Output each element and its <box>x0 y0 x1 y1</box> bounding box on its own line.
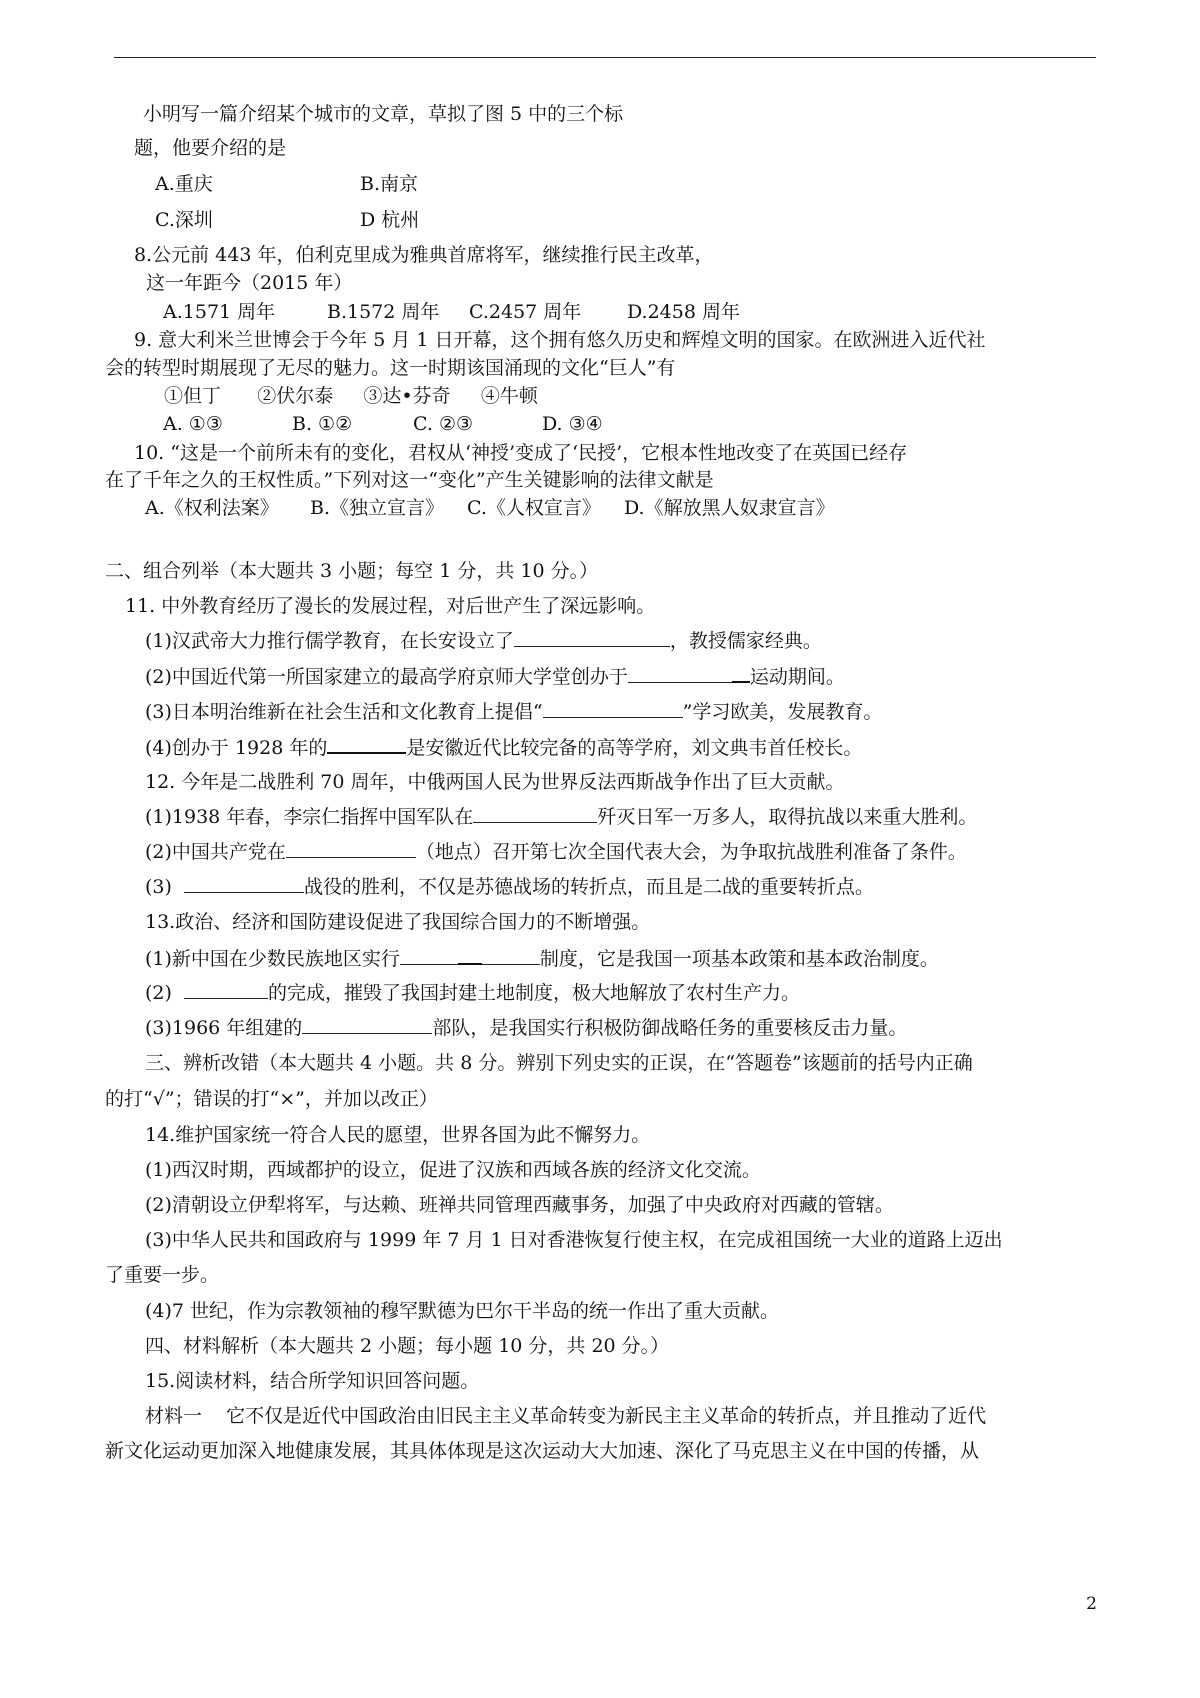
q11-item2 <box>145 663 845 689</box>
q10-stem-line2: 在了千年之久的王权性质。”下列对这一“变化”产生关键影响的法律文献是 <box>105 469 714 491</box>
q14-stem: 14.维护国家统一符合人民的愿望，世界各国为此不懈努力。 <box>145 1124 651 1146</box>
q13-item3-text-b: 部队，是我国实行积极防御战略任务的重要核反击力量。 <box>432 1017 908 1039</box>
q12-item1-text-b: 歼灭日军一万多人，取得抗战以来重大胜利。 <box>597 806 978 828</box>
q11-item2-text-b: 运动期间。 <box>749 666 845 688</box>
q15-stem: 15.阅读材料，结合所学知识回答问题。 <box>145 1370 480 1392</box>
q12-item3-text-b: 战役的胜利，不仅是苏德战场的转折点，而且是二战的重要转折点。 <box>304 876 875 898</box>
q11-item4 <box>145 734 862 760</box>
q13-stem: 13.政治、经济和国防建设促进了我国综合国力的不断增强。 <box>145 911 651 933</box>
q7-option-b: B.南京 <box>360 173 419 195</box>
q13-item1-text-b: 制度，它是我国一项基本政策和基本政治制度。 <box>539 948 939 970</box>
q11-item4-blank[interactable] <box>327 734 406 754</box>
q12-item3-blank[interactable] <box>184 874 304 893</box>
q13-item2 <box>145 980 800 1006</box>
page-number: 2 <box>1086 1594 1097 1614</box>
material-1-line1: 材料一 它不仅是近代中国政治由旧民主主义革命转变为新民主主义革命的转折点，并且推动了近代 <box>145 1405 987 1427</box>
section3-heading-line1: 三、辨析改错（本大题共 4 小题。共 8 分。辨别下列史实的正误，在“答题卷”该题前的括号内正确 <box>145 1052 973 1074</box>
q8-option-c: C.2457 周年 <box>469 301 582 323</box>
q14-item1: (1)西汉时期，西域都护的设立，促进了汉族和西域各族的经济文化交流。 <box>145 1159 761 1181</box>
q9-option-d: D. ③④ <box>542 413 603 435</box>
q13-item3 <box>145 1015 907 1041</box>
q12-item1-blank[interactable] <box>473 804 597 823</box>
q13-item2-text-b: 的完成，摧毁了我国封建土地制度，极大地解放了农村生产力。 <box>268 982 801 1004</box>
q11-item3 <box>145 699 882 725</box>
section2-heading: 二、组合列举（本大题共 3 小题；每空 1 分，共 10 分。） <box>105 560 599 582</box>
q12-item3 <box>145 874 874 900</box>
q9-stem-line1: 9. 意大利米兰世博会于今年 5 月 1 日开幕，这个拥有悠久历史和辉煌文明的国家。在欧洲进入近代社 <box>134 329 986 351</box>
q14-item3-line1: (3)中华人民共和国政府与 1999 年 7 月 1 日对香港恢复行使主权，在完成祖国统一大业的道路上迈出 <box>145 1229 1003 1251</box>
q10-option-a: A.《权利法案》 <box>145 497 279 519</box>
q13-item1-text-a: (1)新中国在少数民族地区实行 <box>145 948 400 970</box>
q9-stem-line2: 会的转型时期展现了无尽的魅力。这一时期该国涌现的文化“巨人”有 <box>105 357 676 379</box>
q12-item3-text-a: (3) <box>145 876 184 898</box>
q8-option-b: B.1572 周年 <box>327 301 440 323</box>
q8-stem-line1: 8.公元前 443 年，伯利克里成为雅典首席将军，继续推行民主改革， <box>134 244 714 266</box>
q8-option-d: D.2458 周年 <box>627 301 740 323</box>
q9-option-a: A. ①③ <box>163 413 223 435</box>
q12-item2-text-a: (2)中国共产党在 <box>145 841 286 863</box>
q10-option-b: B.《独立宣言》 <box>310 497 445 519</box>
q7-stem-line2: 题，他要介绍的是 <box>134 137 287 159</box>
q12-item1 <box>145 804 977 830</box>
q10-option-c: C.《人权宣言》 <box>467 497 601 519</box>
q13-item1-blank[interactable] <box>400 946 458 965</box>
q11-item1-blank[interactable] <box>514 628 670 647</box>
q13-item1 <box>145 945 939 971</box>
section4-heading: 四、材料解析（本大题共 2 小题；每小题 10 分，共 20 分。） <box>145 1335 670 1357</box>
q14-item3-line2: 了重要一步。 <box>105 1264 220 1286</box>
q7-stem-line1: 小明写一篇介绍某个城市的文章，草拟了图 5 中的三个标 <box>143 103 624 125</box>
q13-item3-text-a: (3)1966 年组建的 <box>145 1017 303 1039</box>
q12-item2 <box>145 839 967 865</box>
q13-item2-text-a: (2) <box>145 982 184 1004</box>
q14-item4: (4)7 世纪，作为宗教领袖的穆罕默德为巴尔干半岛的统一作出了重大贡献。 <box>145 1300 780 1322</box>
q13-item3-blank[interactable] <box>302 1015 432 1034</box>
q13-item1-blank-mid <box>458 945 482 965</box>
q12-item2-blank[interactable] <box>286 839 416 858</box>
q13-item2-blank[interactable] <box>184 980 268 999</box>
q11-item1-text-a: (1)汉武帝大力推行儒学教育，在长安设立了 <box>145 630 514 652</box>
q11-item3-text-b: ”学习欧美，发展教育。 <box>682 701 883 723</box>
q8-stem-line2: 这一年距今（2015 年） <box>146 272 353 294</box>
material-1-line2: 新文化运动更加深入地健康发展，其具体体现是这次运动大大加速、深化了马克思主义在中国的传播，从 <box>105 1440 980 1462</box>
q10-stem-line1: 10. “这是一个前所未有的变化，君权从‘神授’变成了‘民授’，它根本性地改变了在英国已经存 <box>134 442 908 464</box>
q11-item1 <box>145 628 822 654</box>
q12-item1-text-a: (1)1938 年春，李宗仁指挥中国军队在 <box>145 806 474 828</box>
q7-option-a: A.重庆 <box>155 173 213 195</box>
q11-item4-text-b: 是安徽近代比较完备的高等学府，刘文典韦首任校长。 <box>406 737 863 759</box>
q10-option-d: D.《解放黑人奴隶宣言》 <box>624 497 835 519</box>
q7-option-c: C.深圳 <box>155 209 213 231</box>
q11-item2-blank[interactable] <box>628 664 732 683</box>
q11-item1-text-b: ，教授儒家经典。 <box>669 630 822 652</box>
q9-option-c: C. ②③ <box>413 413 474 435</box>
q11-item3-text-a: (3)日本明治维新在社会生活和文化教育上提倡“ <box>145 701 543 723</box>
q14-item2: (2)清朝设立伊犁将军，与达赖、班禅共同管理西藏事务，加强了中央政府对西藏的管辖。 <box>145 1194 894 1216</box>
q11-item3-blank[interactable] <box>543 699 683 718</box>
q7-option-d: D 杭州 <box>360 209 420 231</box>
q11-item4-text-a: (4)创办于 1928 年的 <box>145 737 328 759</box>
q11-item2-blank-tail <box>732 663 750 683</box>
q8-option-a: A.1571 周年 <box>163 301 276 323</box>
q11-stem: 11. 中外教育经历了漫长的发展过程，对后世产生了深远影响。 <box>125 595 656 617</box>
q9-items: ①但丁 ②伏尔泰 ③达•芬奇 ④牛顿 <box>164 385 538 407</box>
header-rule <box>114 57 1096 58</box>
q11-item2-text-a: (2)中国近代第一所国家建立的最高学府京师大学堂创办于 <box>145 666 628 688</box>
q12-stem: 12. 今年是二战胜利 70 周年，中俄两国人民为世界反法西斯战争作出了巨大贡献。 <box>145 771 845 793</box>
q13-item1-blank-tail <box>482 946 540 965</box>
q12-item2-text-b: （地点）召开第七次全国代表大会，为争取抗战胜利准备了条件。 <box>415 841 967 863</box>
q9-option-b: B. ①② <box>292 413 353 435</box>
section3-heading-line2: 的打“√”；错误的打“×”，并加以改正） <box>105 1088 438 1110</box>
